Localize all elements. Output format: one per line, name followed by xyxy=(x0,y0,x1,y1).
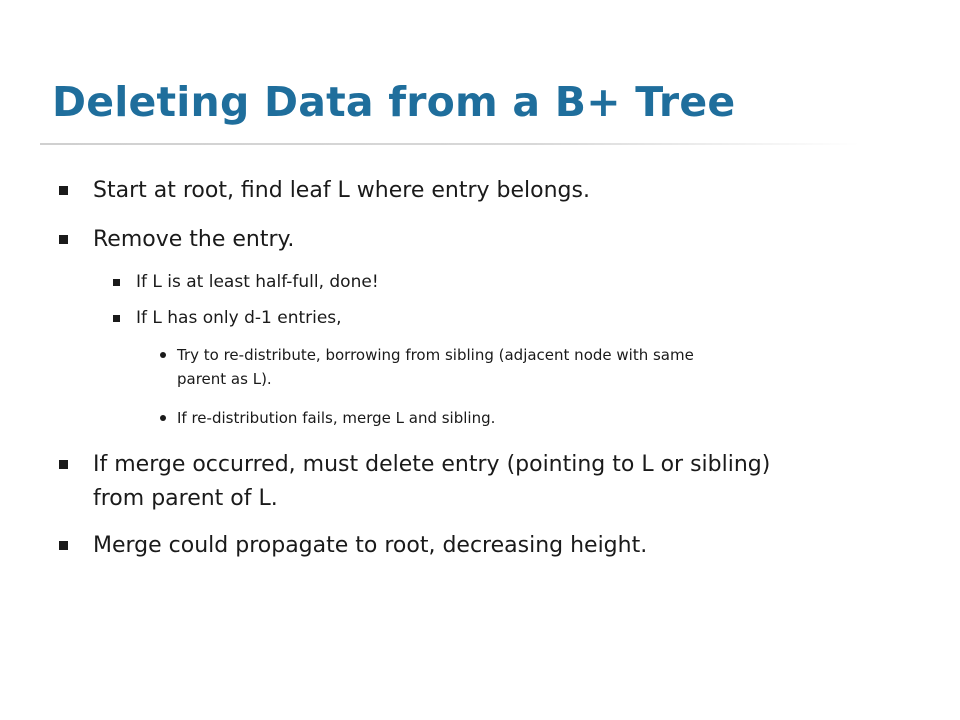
square-bullet-icon xyxy=(113,279,120,286)
bullet-text-line-2: parent as L). xyxy=(177,370,272,388)
bullet-text: Start at root, find leaf L where entry belongs. xyxy=(93,178,590,203)
bullet-text: Merge could propagate to root, decreasing height. xyxy=(93,533,648,558)
bullet-text: Remove the entry. xyxy=(93,227,295,252)
square-bullet-icon xyxy=(59,235,68,244)
bullet-text: If L is at least half-full, done! xyxy=(136,272,379,292)
round-bullet-icon xyxy=(160,352,166,358)
bullet-item-merge-occurred xyxy=(93,448,770,516)
square-bullet-icon xyxy=(59,186,68,195)
bullet-text-line-1: If merge occurred, must delete entry (pointing to L or sibling) xyxy=(93,452,771,477)
bullet-text-line-1: Try to re-distribute, borrowing from sibling (adjacent node with same xyxy=(177,346,694,364)
bullet-item-half-full xyxy=(136,269,379,295)
bullet-item-redistribution-fails xyxy=(177,406,495,430)
bullet-text: If L has only d-1 entries, xyxy=(136,308,342,328)
round-bullet-icon xyxy=(160,415,166,421)
bullet-item-redistribute xyxy=(177,343,694,391)
bullet-item-start-at-root xyxy=(93,174,590,208)
bullet-item-merge-propagate xyxy=(93,529,647,563)
bullet-item-remove-entry xyxy=(93,223,294,257)
square-bullet-icon xyxy=(113,315,120,322)
square-bullet-icon xyxy=(59,460,68,469)
square-bullet-icon xyxy=(59,541,68,550)
bullet-text: If re-distribution fails, merge L and sibling. xyxy=(177,409,496,427)
bullet-text-line-2: from parent of L. xyxy=(93,486,278,511)
bullet-item-d-minus-1 xyxy=(136,305,342,331)
slide-title: Deleting Data from a B+ Tree xyxy=(52,78,736,126)
